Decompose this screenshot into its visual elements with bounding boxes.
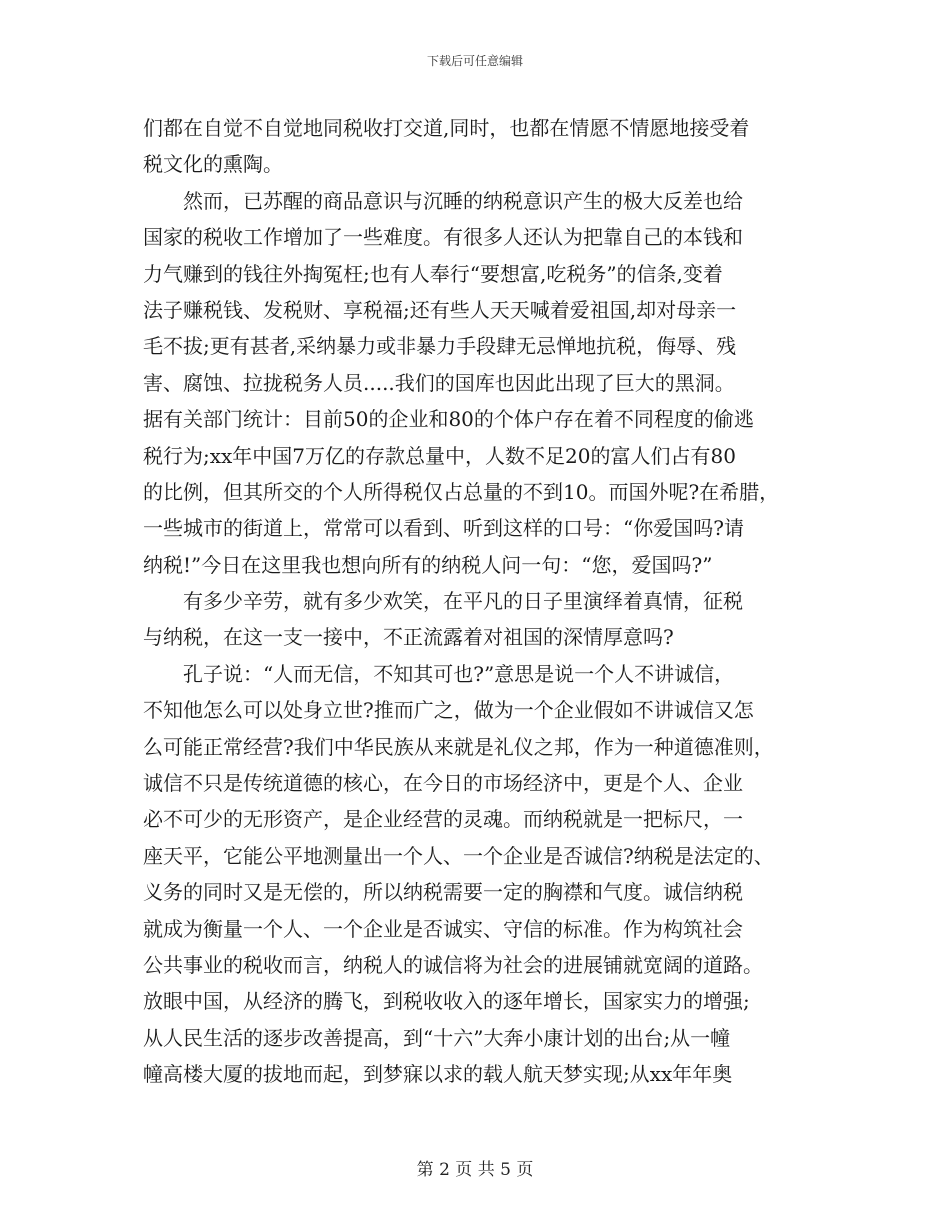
- text-line: 诚信不只是传统道德的核心，在今日的市场经济中，更是个人、企业: [143, 771, 743, 796]
- page-header: 下载后可任意编辑: [426, 54, 523, 68]
- text-line: 纳税!”今日在这里我也想向所有的纳税人问一句：“您，爱国吗?”: [143, 552, 713, 577]
- text-line: 幢高楼大厦的拔地而起，到梦寐以求的载人航天梦实现;从xx年年奥: [143, 1062, 733, 1087]
- text-line: 的比例，但其所交的个人所得税仅占总量的不到10。而国外呢?在希腊，: [143, 479, 780, 504]
- text-line: 就成为衡量一个人、一个企业是否诚实、守信的标准。作为构筑社会: [143, 916, 743, 941]
- text-line: 不知他怎么可以处身立世?推而广之，做为一个企业假如不讲诚信又怎: [143, 698, 754, 723]
- text-line: 义务的同时又是无偿的，所以纳税需要一定的胸襟和气度。诚信纳税: [143, 880, 743, 905]
- text-line: 放眼中国，从经济的腾飞，到税收收入的逐年增长，国家实力的增强;: [143, 989, 750, 1014]
- text-line: 孔子说：“人而无信，不知其可也?”意思是说一个人不讲诚信，: [143, 661, 735, 686]
- text-line: 国家的税收工作增加了一些难度。有很多人还认为把靠自己的本钱和: [143, 225, 743, 250]
- text-line: 税文化的熏陶。: [143, 152, 283, 177]
- text-line: 有多少辛劳，就有多少欢笑，在平凡的日子里演绎着真情，征税: [143, 589, 743, 614]
- text-line: 税行为;xx年中国7万亿的存款总量中，人数不足20的富人们占有80: [143, 443, 736, 468]
- page-footer: 第 2 页 共 5 页: [416, 1160, 534, 1180]
- text-line: 然而，已苏醒的商品意识与沉睡的纳税意识产生的极大反差也给: [143, 188, 743, 213]
- body-text: [143, 110, 813, 1093]
- text-line: 座天平，它能公平地测量出一个人、一个企业是否诚信?纳税是法定的、: [143, 843, 774, 868]
- text-line: 一些城市的街道上，常常可以看到、听到这样的口号：“你爱国吗?请: [143, 516, 744, 541]
- text-line: 毛不拔;更有甚者,采纳暴力或非暴力手段肆无忌惮地抗税，侮辱、残: [143, 334, 737, 359]
- text-line: 们都在自觉不自觉地同税收打交道,同时，也都在情愿不情愿地接受着: [143, 116, 750, 140]
- text-line: 必不可少的无形资产，是企业经营的灵魂。而纳税就是一把标尺，一: [143, 807, 743, 832]
- text-line: 么可能正常经营?我们中华民族从来就是礼仪之邦，作为一种道德准则，: [143, 734, 774, 759]
- text-line: 与纳税，在这一支一接中，不正流露着对祖国的深情厚意吗?: [143, 625, 674, 650]
- text-line: 力气赚到的钱往外掏冤枉;也有人奉行“要想富,吃税务”的信条,变着: [143, 261, 723, 286]
- text-line: 法子赚税钱、发税财、享税福;还有些人天天喊着爱祖国,却对母亲一: [143, 297, 737, 322]
- text-line: 据有关部门统计：目前50的企业和80的个体户存在着不同程度的偷逃: [143, 407, 754, 432]
- text-line: 从人民生活的逐步改善提高，到“十六”大奔小康计划的出台;从一幢: [143, 1025, 731, 1050]
- text-line: 害、腐蚀、拉拢税务人员.....我们的国库也因此出现了巨大的黑洞。: [143, 370, 735, 395]
- text-line: 公共事业的税收而言，纳税人的诚信将为社会的进展铺就宽阔的道路。: [143, 952, 763, 977]
